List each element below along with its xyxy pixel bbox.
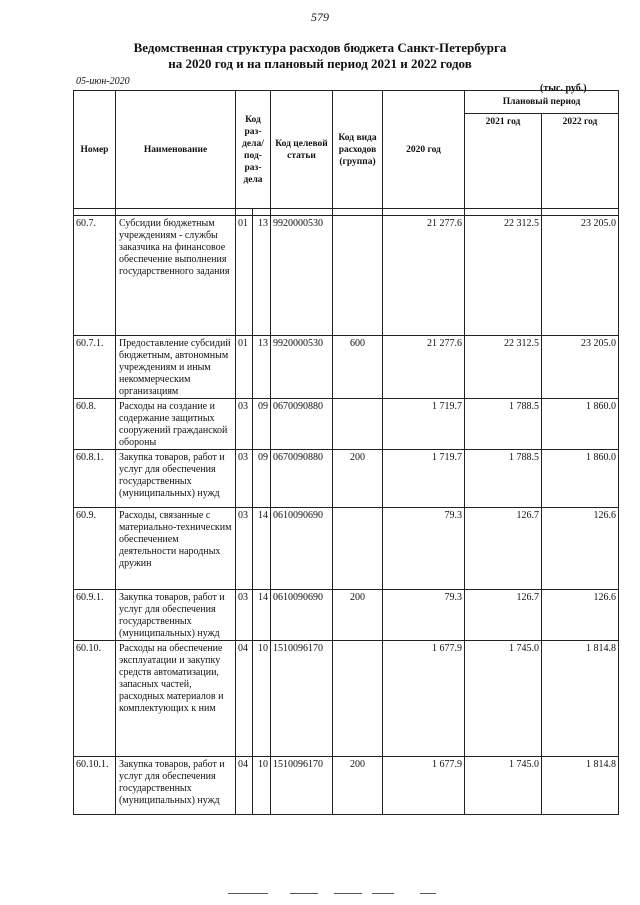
row-amount-2020: 1 677.9 [383, 757, 465, 815]
row-expense-type [333, 216, 383, 336]
header-year-2020: 2020 год [383, 91, 465, 209]
footer-mark [334, 893, 362, 894]
table-row [74, 590, 619, 641]
row-name: Закупка товаров, работ и услуг для обеспечения государственных (муниципальных) нужд [116, 590, 236, 641]
row-razdel: 01 [236, 336, 253, 399]
row-amount-2020: 21 277.6 [383, 336, 465, 399]
row-podrazdel: 09 [253, 450, 271, 508]
row-target-code: 9920000530 [271, 336, 333, 399]
row-number: 60.10.1. [74, 757, 116, 815]
title-line-1: Ведомственная структура расходов бюджета Санкт-Петербурга [133, 40, 507, 55]
row-number: 60.8.1. [74, 450, 116, 508]
row-amount-2022: 126.6 [542, 508, 619, 590]
header-year-2022: 2022 год [542, 114, 619, 209]
title-line-2: на 2020 год и на плановый период 2021 и 2022 годов [168, 56, 472, 71]
row-razdel: 04 [236, 757, 253, 815]
row-razdel: 03 [236, 590, 253, 641]
row-expense-type [333, 399, 383, 450]
row-number: 60.10. [74, 641, 116, 757]
row-amount-2022: 1 814.8 [542, 757, 619, 815]
row-amount-2022: 1 814.8 [542, 641, 619, 757]
row-amount-2021: 1 788.5 [465, 450, 542, 508]
header-kod-celevoy: Код целевой статьи [271, 91, 333, 209]
table-row [74, 216, 619, 336]
row-amount-2021: 1 745.0 [465, 757, 542, 815]
row-expense-type: 200 [333, 757, 383, 815]
row-expense-type: 200 [333, 450, 383, 508]
row-podrazdel: 10 [253, 641, 271, 757]
document-date: 05-июн-2020 [76, 76, 130, 87]
row-razdel: 03 [236, 399, 253, 450]
row-target-code: 0610090690 [271, 590, 333, 641]
row-target-code: 1510096170 [271, 757, 333, 815]
table-row [74, 641, 619, 757]
units-label: (тыс. руб.) [540, 83, 587, 94]
row-amount-2022: 23 205.0 [542, 336, 619, 399]
header-naimenovanie: Наименование [116, 91, 236, 209]
row-number: 60.9.1. [74, 590, 116, 641]
row-name: Расходы на создание и содержание защитных сооружений гражданской обороны [116, 399, 236, 450]
row-expense-type: 200 [333, 590, 383, 641]
row-number: 60.8. [74, 399, 116, 450]
table-body [74, 209, 619, 815]
row-podrazdel: 14 [253, 508, 271, 590]
footer-mark [420, 893, 436, 894]
row-name: Субсидии бюджетным учреждениям - службы заказчика на финансовое обеспечение выполнения государственного задания [116, 216, 236, 336]
row-amount-2020: 1 677.9 [383, 641, 465, 757]
row-amount-2021: 126.7 [465, 590, 542, 641]
row-podrazdel: 10 [253, 757, 271, 815]
table-row [74, 336, 619, 399]
row-podrazdel: 13 [253, 216, 271, 336]
row-razdel: 04 [236, 641, 253, 757]
row-amount-2020: 79.3 [383, 590, 465, 641]
row-amount-2020: 79.3 [383, 508, 465, 590]
row-expense-type [333, 641, 383, 757]
row-amount-2022: 126.6 [542, 590, 619, 641]
row-razdel: 01 [236, 216, 253, 336]
budget-table [73, 90, 619, 815]
page-number: 579 [311, 10, 329, 24]
row-razdel: 03 [236, 450, 253, 508]
row-name: Расходы, связанные с материально-техническим обеспечением деятельности народных дружин [116, 508, 236, 590]
row-expense-type [333, 508, 383, 590]
row-amount-2021: 1 745.0 [465, 641, 542, 757]
footer-mark [372, 893, 394, 894]
header-kod-vida: Код вида расходов (группа) [333, 91, 383, 209]
header-plan-period: Плановый период [465, 91, 619, 114]
row-number: 60.9. [74, 508, 116, 590]
row-amount-2021: 22 312.5 [465, 336, 542, 399]
row-name: Предоставление субсидий бюджетным, автономным учреждениям и иным некоммерческим организациям [116, 336, 236, 399]
table-row [74, 399, 619, 450]
footer-mark [228, 893, 268, 894]
row-amount-2021: 1 788.5 [465, 399, 542, 450]
row-amount-2021: 22 312.5 [465, 216, 542, 336]
table-spacer-row [74, 209, 619, 216]
table-row [74, 508, 619, 590]
row-target-code: 1510096170 [271, 641, 333, 757]
row-name: Закупка товаров, работ и услуг для обеспечения государственных (муниципальных) нужд [116, 757, 236, 815]
document-title [0, 40, 640, 72]
footer-mark [290, 893, 318, 894]
row-amount-2020: 1 719.7 [383, 399, 465, 450]
row-podrazdel: 09 [253, 399, 271, 450]
row-amount-2022: 23 205.0 [542, 216, 619, 336]
header-nomer: Номер [74, 91, 116, 209]
header-kod-razdela: Код раз-дела/ под-раз-дела [236, 91, 271, 209]
row-podrazdel: 14 [253, 590, 271, 641]
row-expense-type: 600 [333, 336, 383, 399]
row-amount-2020: 1 719.7 [383, 450, 465, 508]
row-razdel: 03 [236, 508, 253, 590]
row-target-code: 0670090880 [271, 399, 333, 450]
table-row [74, 450, 619, 508]
table-row [74, 757, 619, 815]
row-number: 60.7. [74, 216, 116, 336]
row-target-code: 0610090690 [271, 508, 333, 590]
row-amount-2022: 1 860.0 [542, 450, 619, 508]
header-year-2021: 2021 год [465, 114, 542, 209]
row-name: Закупка товаров, работ и услуг для обеспечения государственных (муниципальных) нужд [116, 450, 236, 508]
row-amount-2021: 126.7 [465, 508, 542, 590]
row-amount-2020: 21 277.6 [383, 216, 465, 336]
row-name: Расходы на обеспечение эксплуатации и закупку средств автоматизации, запасных частей, расходных материалов и комплектующих к ним [116, 641, 236, 757]
row-amount-2022: 1 860.0 [542, 399, 619, 450]
row-podrazdel: 13 [253, 336, 271, 399]
row-number: 60.7.1. [74, 336, 116, 399]
row-target-code: 0670090880 [271, 450, 333, 508]
row-target-code: 9920000530 [271, 216, 333, 336]
